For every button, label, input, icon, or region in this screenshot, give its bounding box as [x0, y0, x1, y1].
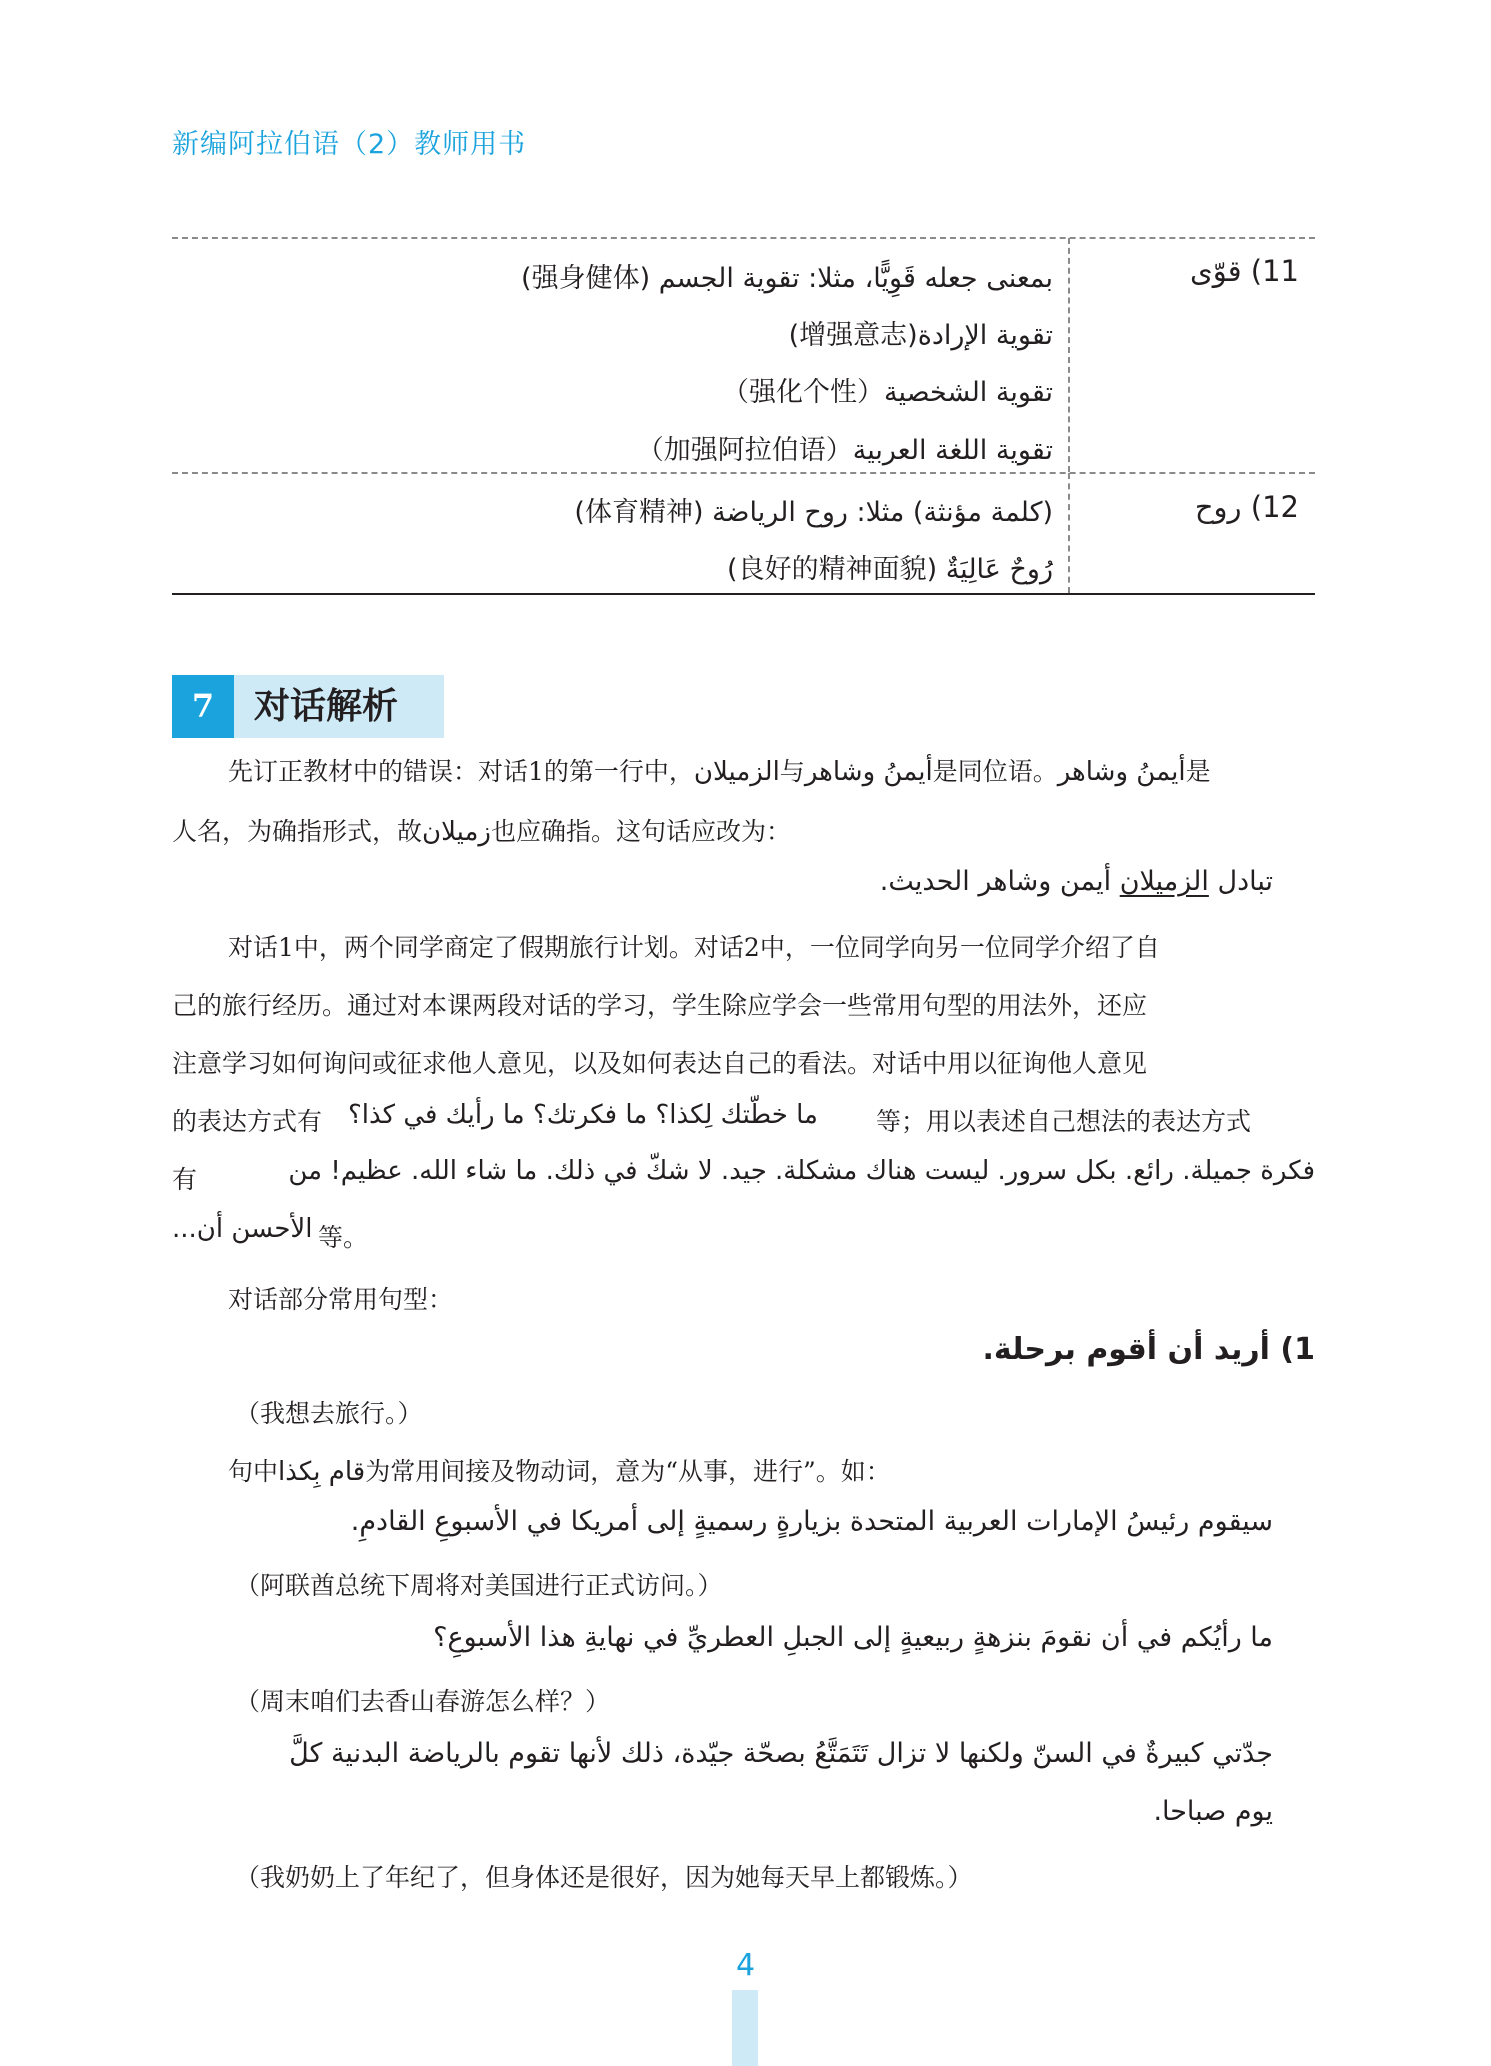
table-column-divider [1068, 473, 1070, 593]
arabic-expressions: ما خطّتك لِكذا؟ ما فكرتك؟ ما رأيك في كذا؟ [348, 1100, 818, 1130]
paragraph-line: 有 [172, 1165, 198, 1194]
paragraph-line: 等。 [318, 1223, 369, 1252]
paragraph-line: 对话1中，两个同学商定了假期旅行计划。对话2中，一位同学向另一位同学介绍了自 [228, 933, 1160, 962]
header-title: 新编阿拉伯语（2）教师用书 [172, 129, 527, 160]
pattern-explanation [228, 1452, 891, 1488]
text-run: 人名，为确指形式，故 [172, 817, 423, 846]
text-run: 是 [1185, 757, 1211, 786]
section-title: 对话解析 [254, 685, 399, 727]
table-bottom-border [172, 593, 1315, 595]
page-number: 4 [735, 1948, 756, 1983]
paragraph-line: 注意学习如何询问或征求他人意见，以及如何表达自己的看法。对话中用以征询他人意见 [172, 1049, 1148, 1078]
text-run: 句中 [228, 1457, 279, 1486]
text-run: 先订正教材中的错误：对话1的第一行中， [228, 757, 694, 786]
table-column-divider [1068, 238, 1070, 472]
example-translation: （阿联酋总统下周将对美国进行正式访问。） [235, 1571, 723, 1600]
corrected-sentence [880, 866, 1273, 897]
text-run: 与 [779, 757, 805, 786]
paragraph-line: 等；用以表述自己想法的表达方式 [876, 1107, 1252, 1136]
table-row-divider [172, 472, 1315, 474]
table-top-border [172, 237, 1315, 239]
arabic-term: قام بِكذا [278, 1457, 366, 1487]
vocab-definition: تقوية اللغة العربية（加强阿拉伯语） [636, 435, 1053, 466]
paragraph-line [228, 752, 1211, 788]
example-arabic: يوم صباحا. [1153, 1796, 1273, 1827]
vocab-definition: رُوحٌ عَالِيَةٌ (良好的精神面貌) [727, 554, 1053, 585]
example-translation: （周末咱们去香山春游怎么样？） [235, 1687, 611, 1716]
vocab-term: 11) قوّى [1190, 254, 1299, 288]
text-run: 也应确指。这句话应改为： [490, 817, 791, 846]
arabic-expressions: الأحسن أن... [172, 1214, 313, 1244]
vocab-definition: (كلمة مؤنثة) مثلا: روح الرياضة (体育精神) [574, 497, 1053, 528]
example-translation: （我奶奶上了年纪了，但身体还是很好，因为她每天早上都锻炼。） [235, 1863, 973, 1892]
vocab-term: 12) روح [1194, 490, 1299, 524]
vocab-definition: بمعنى جعله قَوِيًّا، مثلا: تقوية الجسم (强身健体) [521, 263, 1053, 294]
text-run: أيمن وشاهر الحديث. [879, 866, 1120, 897]
underlined-term: الزميلان [1119, 866, 1209, 897]
example-arabic: جدّتي كبيرةٌ في السنّ ولكنها لا تزال تَتَمَتَّعُ بصحّة جيّدة، ذلك لأنها تقوم بالرياضة البدنية كلَّ [289, 1738, 1273, 1769]
arabic-expressions: فكرة جميلة. رائع. بكل سرور. ليست هناك مشكلة. جيد. لا شكّ في ذلك. ما شاء الله. عظيم! من [288, 1156, 1315, 1186]
pattern-translation: （我想去旅行。） [235, 1399, 423, 1428]
arabic-term: زميلان [422, 817, 491, 847]
arabic-term: أيمنُ وشاهر [1057, 757, 1186, 787]
text-run: تبادل [1208, 866, 1273, 897]
paragraph-line: 的表达方式有 [172, 1107, 323, 1136]
vocab-definition: تقوية الإرادة(增强意志) [788, 320, 1053, 351]
example-arabic: سيقوم رئيسُ الإمارات العربية المتحدة بزيارةٍ رسميةٍ إلى أمريكا في الأسبوعِ القادمِ. [350, 1506, 1273, 1537]
paragraph-line: 己的旅行经历。通过对本课两段对话的学习，学生除应学会一些常用句型的用法外，还应 [172, 991, 1148, 1020]
patterns-intro: 对话部分常用句型： [228, 1285, 454, 1314]
vocab-definition: تقوية الشخصية（强化个性） [722, 377, 1053, 408]
page-tab-decoration [732, 1990, 758, 2066]
text-run: 为常用间接及物动词，意为“从事，进行”。如： [365, 1457, 891, 1486]
paragraph-line [172, 812, 791, 848]
pattern-heading: 1) أريد أن أقوم برحلة. [982, 1332, 1315, 1367]
text-run: 是同位语。 [932, 757, 1058, 786]
example-arabic: ما رأيُكم في أن نقومَ بنزهةٍ ربيعيةٍ إلى الجبلِ العطريِّ في نهايةِ هذا الأسبوعِ؟ [433, 1622, 1273, 1653]
arabic-term: الزميلان [693, 757, 780, 787]
section-number: 7 [172, 675, 234, 738]
arabic-term: أيمنُ وشاهر [804, 757, 933, 787]
